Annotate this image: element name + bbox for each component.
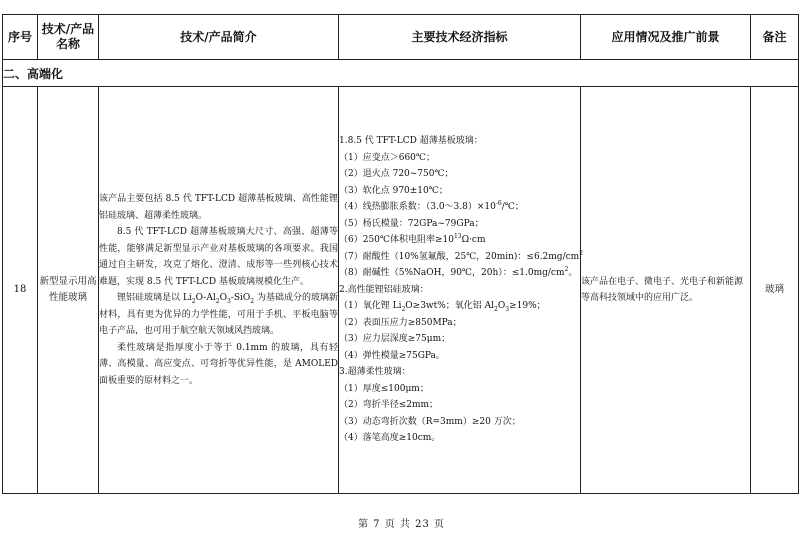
indicator-item: （7）耐酸性（10%氢氟酸，25℃，20min)：$\le 6.2mg/cm^2$ xyxy=(339,249,584,262)
product-name: 新型显示用高性能玻璃 xyxy=(38,87,99,494)
header-name-line2: 名称 xyxy=(55,37,80,51)
tech-catalog-table xyxy=(2,14,799,494)
indicator-heading: 1.8.5 代 TFT-LCD 超薄基板玻璃： xyxy=(339,136,483,147)
indicator-item: （5）杨氏模量：72GPa~79GPa； xyxy=(339,218,484,229)
indicator-item: （1）氧化锂 $Li_2O\ge 3wt\%$；氧化铝 $Al_2O_3\ge 19\%$； xyxy=(339,301,546,314)
header-indicators: 主要技术经济指标 xyxy=(339,15,581,60)
product-intro xyxy=(99,87,339,494)
indicator-item: （3）软化点 970±10℃； xyxy=(339,185,448,196)
intro-paragraph: 锂铝硅玻璃是以 $Li_2O-Al_2O_3-SiO_2$ 为基础成分的玻璃新材料，具有更为优异的力学性能，可用于手机、平板电脑等电子产品，也可用于航空航天领域风挡玻璃。 xyxy=(99,293,338,336)
intro-paragraph: 柔性玻璃是指厚度小于等于 0.1mm 的玻璃，具有轻薄、高模量、高应变点、可弯折等优异性能，是 AMOLED 面板重要的原材料之一。 xyxy=(99,342,338,386)
indicator-item: （4）线热膨胀系数：$(3.0\sim 3.8)\times 10^{-6}/℃$； xyxy=(339,200,524,213)
application-prospect: 该产品在电子、微电子、光电子和新能源等高科技领域中的应用广泛。 xyxy=(581,87,751,494)
intro-paragraph: 8.5 代 TFT-LCD 超薄基板玻璃大尺寸、高强、超薄等性能，能够满足新型显示产业对基板玻璃的各项要求。我国通过自主研发，攻克了熔化、澄清、成形等一些列核心技术难题，实现 8.5 代 TFT-LCD 基板玻璃规模化生产。 xyxy=(99,227,338,287)
page-footer: 第 7 页 共 23 页 xyxy=(358,519,445,530)
indicator-item: （4）落笔高度≥10cm。 xyxy=(339,433,441,444)
header-intro: 技术/产品简介 xyxy=(99,15,339,60)
indicator-heading: 3.超薄柔性玻璃： xyxy=(339,367,411,378)
intro-paragraph: 该产品主要包括 8.5 代 TFT-LCD 超薄基板玻璃、高性能锂铝硅玻璃、超薄柔性玻璃。 xyxy=(99,194,338,221)
indicator-item: （2）表面压应力≥850MPa； xyxy=(339,317,462,328)
header-remark: 备注 xyxy=(751,15,799,60)
section-title: 二、高端化 xyxy=(3,60,799,87)
indicator-heading: 2.高性能锂铝硅玻璃： xyxy=(339,284,429,295)
section-row xyxy=(3,60,799,87)
indicator-item: （1）应变点＞660℃； xyxy=(339,152,435,163)
indicators-list xyxy=(339,87,584,494)
header-row xyxy=(3,15,799,60)
indicator-item: （3）动态弯折次数（R=3mm）≥20 万次； xyxy=(339,416,521,427)
row-number: 18 xyxy=(3,87,38,494)
indicator-item: （2）弯折半径≤2mm； xyxy=(339,400,439,411)
header-name xyxy=(38,15,99,60)
header-no: 序号 xyxy=(3,15,38,60)
indicator-item: （2）退火点 720~750℃； xyxy=(339,169,454,180)
indicator-item: （3）应力层深度≥75μm； xyxy=(339,334,451,345)
header-name-line1: 技术/产品 xyxy=(41,22,95,36)
header-application: 应用情况及推广前景 xyxy=(581,15,751,60)
indicator-item: （1）厚度≤100μm； xyxy=(339,383,429,394)
indicator-item: （4）弹性模量≥75GPa。 xyxy=(339,350,445,361)
indicator-item: （6）250℃体积电阻率$\ge 10^{13}\Omega\cdot cm$ xyxy=(339,233,486,246)
indicator-item: （8）耐碱性（5%NaOH，90℃，20h）：$\le 1.0mg/cm^2$。 xyxy=(339,266,578,279)
table-row xyxy=(3,87,799,494)
remark: 玻璃 xyxy=(751,87,799,494)
